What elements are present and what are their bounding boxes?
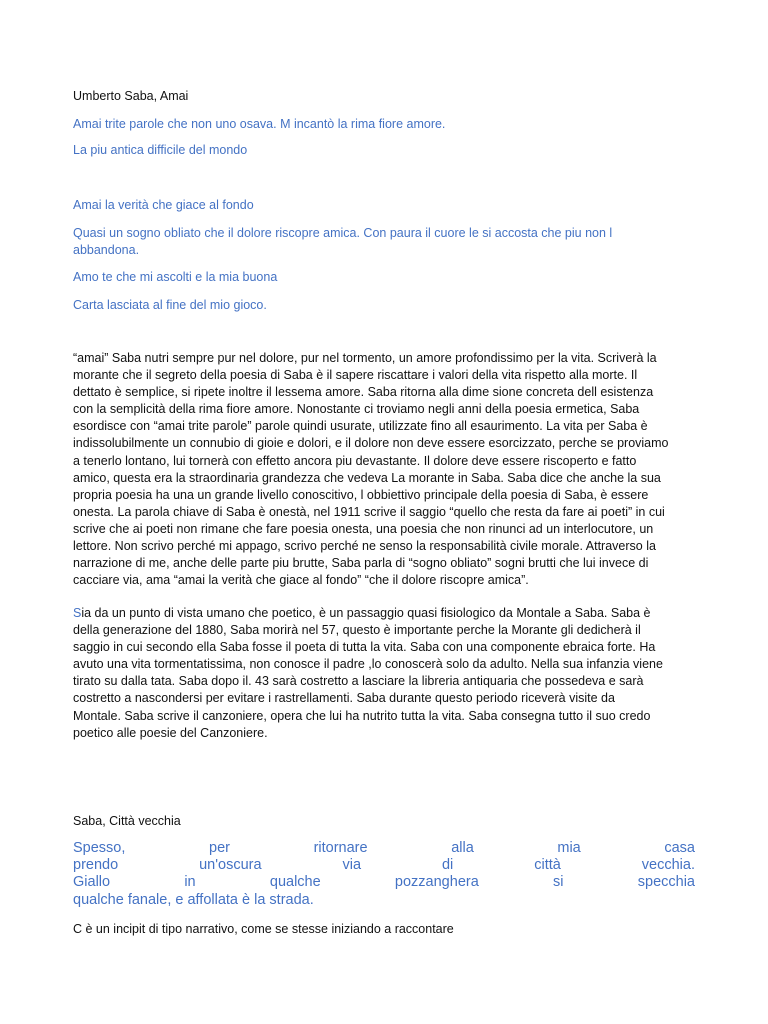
poem-line: Quasi un sogno obliato che il dolore riscopre amica. Con paura il cuore le si accosta che piu non l [73,226,613,240]
paragraph-line: della generazione del 1880, Saba morirà nel 57, questo è importante perche la Morante gli dedicherà il [73,623,641,638]
paragraph-line-text: ia da un punto di vista umano che poetico, è un passaggio quasi fisiologico da Montale a Saba. Saba è [81,606,651,620]
poem-title: Umberto Saba, Amai [73,89,189,103]
paragraph-line: amico, questa era la straordinaria grandezza che vedeva La morante in Saba. Saba dice che anche la sua [73,470,661,485]
paragraph-line: con la semplicità della rima fiore amore. Nonostante ci troviamo negli anni della poesia ermetica, Saba [73,402,640,417]
poem-line: abbandona. [73,243,140,257]
essay-paragraph-2 [73,605,695,742]
poem-title: Saba, Città vecchia [73,814,181,828]
poem-line: prendo un'oscura via di città vecchia. [73,857,695,874]
paragraph-line: indissolubilmente un connubio di gioie e dolori, e il dolore non deve essere esorcizzato, perche se proviamo [73,436,669,451]
poem-line: Carta lasciata al fine del mio gioco. [73,298,267,312]
paragraph-line: narrazione di me, anche delle parte piu brutte, Saba parla di “sogno obliato” sogni brutti che lui invece di [73,556,649,571]
poem-line: Amai trite parole che non uno osava. M incantò la rima fiore amore. [73,117,446,131]
paragraph-line: avuto una vita tormentatissima, non conosce il padre ,lo conoscerà solo da adulto. Nella sua infanzia viene [73,657,663,672]
paragraph-line: cacciare via, ama “amai la verità che giace al fondo” “che il dolore riscopre amica”. [73,573,529,588]
paragraph-line [73,605,695,622]
paragraph-line: a tenerlo lontano, lui tornerà con effetto ancora piu devastante. Il dolore deve essere riscoperto e fatto [73,453,637,468]
paragraph-line: saggio in cui secondo ella Saba fosse il poeta di tutta la vita. Saba con una componente ebraica forte. Ha [73,640,656,655]
paragraph-line: costretto a nascondersi per evitare i rastrellamenti. Saba durante questo periodo riceverà visite da [73,691,615,706]
poem-line: Giallo in qualche pozzanghera si specchia [73,874,695,891]
poem-citta-vecchia [73,840,695,909]
paragraph-line: Montale. Saba scrive il canzoniere, opera che lui ha nutrito tutta la vita. Saba consegna tutto il suo credo [73,708,651,723]
poem-line: qualche fanale, e affollata è la strada. [73,891,314,908]
poem-stanza [73,225,695,259]
paragraph-line: tirato su dalla tata. Saba dopo il. 43 sarà costretto a lasciare la libreria antiquaria che possedeva e sarà [73,674,644,689]
poem-line: Amo te che mi ascolti e la mia buona [73,270,278,284]
paragraph-line: esordisce con “amai trite parole” parole quindi usurate, utilizzate fino all esaurimento. La vita per Saba è [73,419,648,434]
paragraph-line: poetico alle poesie del Canzoniere. [73,725,268,740]
poem-line: Amai la verità che giace al fondo [73,198,254,212]
paragraph-line: scrive che ai poeti non rimane che fare poesia onesta, una poesia che non rinunci ad un interlocutore, un [73,521,654,536]
commentary: C è un incipit di tipo narrativo, come se stesse iniziando a raccontare [73,922,454,936]
paragraph-line: morante che il segreto della poesia di Saba è il sapere riscattare i valori della vita rispetto alla morte. Il [73,368,638,383]
paragraph-line: propria poesia ha una un grande livello conoscitivo, l obbiettivo principale della poesia di Saba, è essere [73,487,649,502]
paragraph-line: “amai” Saba nutri sempre pur nel dolore, pur nel tormento, un amore profondissimo per la vita. Scriverà la [73,351,657,365]
poem-line: Spesso, per ritornare alla mia casa [73,840,695,856]
paragraph-initial: S [73,606,82,620]
poem-line: La piu antica difficile del mondo [73,143,248,157]
essay-paragraph-1 [73,350,695,589]
paragraph-line: lettore. Non scrivo perché mi appago, scrivo perché ne senso la responsabilità civile morale. Attraverso la [73,539,656,554]
paragraph-line: dettato è semplice, si ripete inoltre il lessema amore. Saba ritorna alla dime sione concreta dell esistenza [73,385,654,400]
paragraph-line: onesta. La parola chiave di Saba è onestà, nel 1911 scrive il saggio “quello che resta da fare ai poeti” in cui [73,504,665,519]
